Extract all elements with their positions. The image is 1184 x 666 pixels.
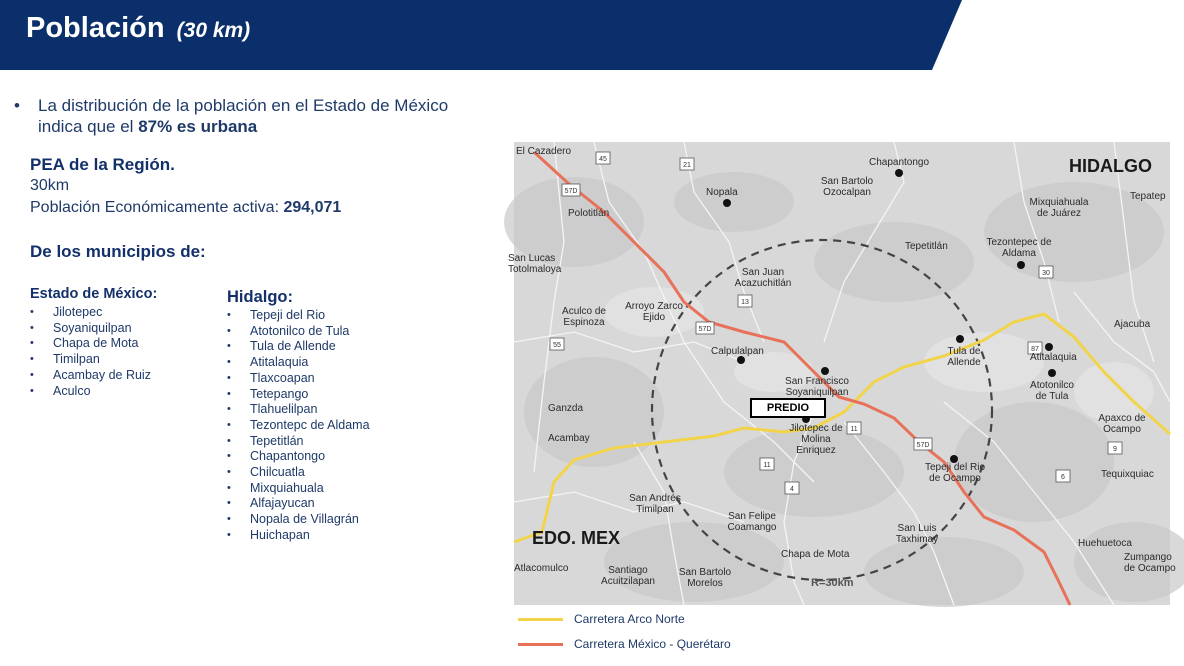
list-item: • Tetepango [227, 387, 370, 403]
road-shield [696, 322, 714, 334]
list-item: • Timilpan [30, 352, 157, 368]
town-dot [1048, 369, 1056, 377]
page-title [26, 12, 250, 45]
town-dot [895, 169, 903, 177]
place-label: Huehuetoca [1078, 538, 1132, 549]
road-shield [562, 184, 580, 196]
road-shield-text: 21 [683, 162, 691, 169]
list-item: • Acambay de Ruiz [30, 368, 157, 384]
road-shield [785, 482, 799, 494]
road-shield-text: 9 [1113, 446, 1117, 453]
pea-value: 294,071 [283, 199, 342, 216]
municipios-title: De los municipios de: [30, 242, 206, 261]
list-item: • Nopala de Villagrán [227, 512, 370, 528]
town-dot [956, 335, 964, 343]
place-label: Mixquiahuala de Juárez [1029, 197, 1089, 219]
region-label-edomex: EDO. MEX [532, 528, 621, 548]
legend-label: Carretera Arco Norte [574, 612, 685, 626]
road-shield-text: 45 [599, 156, 607, 163]
place-label: Ajacuba [1114, 319, 1151, 330]
place-label: San Bartolo Morelos [678, 567, 732, 589]
road-shield [550, 338, 564, 350]
town-dot [737, 356, 745, 364]
region-label-hidalgo: HIDALGO [1069, 156, 1152, 176]
list-item: • Chapa de Mota [30, 336, 157, 352]
place-label: Tula de Allende [947, 346, 981, 368]
road-shield-text: 57D [698, 326, 712, 333]
place-label: Tezontepec de Aldama [986, 237, 1052, 259]
edomex-title: Estado de México: [30, 286, 158, 302]
bullet-dot: • [14, 96, 20, 115]
list-item: • Tlahuelilpan [227, 402, 370, 418]
pea-title: PEA de la Región. [30, 155, 175, 174]
region-map [508, 142, 1176, 605]
place-label: San Felipe Coamango [727, 511, 777, 533]
place-label: Atotonilco de Tula [1030, 380, 1074, 402]
pea-radius: 30km [30, 177, 70, 194]
place-label: Tepeji del Rio de Ocampo [924, 462, 986, 484]
list-item: • Tezontepc de Aldama [227, 418, 370, 434]
list-item: • Atotonilco de Tula [227, 324, 370, 340]
place-label: Jilotepec de Molina Enriquez [789, 423, 843, 456]
edomex-list [30, 305, 157, 399]
road-shield [760, 458, 774, 470]
list-item: • Jilotepec [30, 305, 157, 321]
intro-text-plain: La distribución de la población en el Estado de México indica que el [38, 96, 449, 136]
header-banner [0, 0, 1172, 70]
place-label: Polotitlán [568, 208, 610, 219]
list-item: • Chilcuatla [227, 465, 370, 481]
predio-marker: PREDIO [750, 398, 826, 418]
edomex-column [30, 286, 157, 399]
road-shield-text: 57D [564, 188, 578, 195]
place-label: Chapa de Mota [781, 549, 850, 560]
place-label: Ganzda [548, 403, 584, 414]
legend-swatch [518, 643, 563, 646]
place-label: Tequixquiac [1101, 469, 1154, 480]
road-shield-text: 11 [850, 426, 858, 433]
legend-label: Carretera México - Querétaro [574, 637, 731, 651]
place-label: Tepatep [1130, 191, 1166, 202]
hidalgo-column [227, 288, 370, 544]
list-item: • Huichapan [227, 528, 370, 544]
town-dot [723, 199, 731, 207]
road-shield [1108, 442, 1122, 454]
road-shield-text: 11 [763, 462, 771, 469]
radius-label: R=30km [811, 577, 854, 589]
road-shield [680, 158, 694, 170]
list-item: • Soyaniquilpan [30, 321, 157, 337]
intro-bullet [14, 95, 494, 137]
list-item: • Aculco [30, 384, 157, 400]
place-label: Zumpango de Ocampo [1124, 552, 1176, 574]
legend-swatch [518, 618, 563, 621]
hidalgo-list [227, 308, 370, 544]
title-main: Población [26, 12, 165, 44]
hidalgo-title: Hidalgo: [227, 288, 293, 306]
road-shield [1039, 266, 1053, 278]
place-label: San Juan Acazuchitlán [734, 267, 792, 289]
road-shield-text: 57D [916, 442, 930, 449]
place-label: Atitalaquia [1030, 352, 1077, 363]
list-item: • Chapantongo [227, 449, 370, 465]
list-item: • Tepetitlán [227, 434, 370, 450]
road-shield [847, 422, 861, 434]
place-label: Acambay [548, 433, 590, 444]
place-label: El Cazadero [516, 146, 572, 157]
road-shield-text: 30 [1042, 270, 1050, 277]
list-item: • Alfajayucan [227, 496, 370, 512]
place-label: San Bartolo Ozocalpan [820, 176, 874, 198]
place-label: San Andrés Timilpan [629, 493, 681, 515]
town-dot [1045, 343, 1053, 351]
place-label: Atlacomulco [514, 563, 569, 574]
town-dot [821, 367, 829, 375]
intro-text-bold: 87% es urbana [138, 117, 258, 136]
list-item: • Tlaxcoapan [227, 371, 370, 387]
road-shield-text: 4 [790, 486, 794, 493]
road-shield-text: 6 [1061, 474, 1065, 481]
list-item: • Mixquiahuala [227, 481, 370, 497]
pea-label: Población Económicamente activa: [30, 199, 284, 216]
place-label: San Luis Taxhimay [895, 523, 939, 545]
place-label: San Lucas Totolmaloya [508, 253, 562, 275]
place-label: Tepetitlán [905, 241, 948, 252]
intro-text [38, 95, 494, 137]
title-subtitle: (30 km) [176, 19, 251, 42]
place-label: San Francisco Soyaniquilpan [785, 376, 849, 398]
list-item: • Atitalaquia [227, 355, 370, 371]
road-shield-text: 87 [1031, 346, 1039, 353]
town-dot [1017, 261, 1025, 269]
place-label: Calpulalpan [711, 346, 764, 357]
place-label: Apaxco de Ocampo [1098, 413, 1146, 435]
place-label: Nopala [706, 187, 738, 198]
road-shield-text: 13 [741, 299, 749, 306]
place-label: Arroyo Zarco Ejido [625, 301, 683, 323]
place-label: Chapantongo [869, 157, 930, 168]
road-shield [738, 295, 752, 307]
place-label: Aculco de Espinoza [562, 306, 606, 328]
list-item: • Tepeji del Rio [227, 308, 370, 324]
pea-line [30, 199, 341, 217]
place-label: Santiago Acuitzilapan [601, 565, 655, 587]
road-shield-text: 55 [553, 342, 561, 349]
list-item: • Tula de Allende [227, 339, 370, 355]
road-shield [914, 438, 932, 450]
road-shield [1056, 470, 1070, 482]
road-shield [596, 152, 610, 164]
